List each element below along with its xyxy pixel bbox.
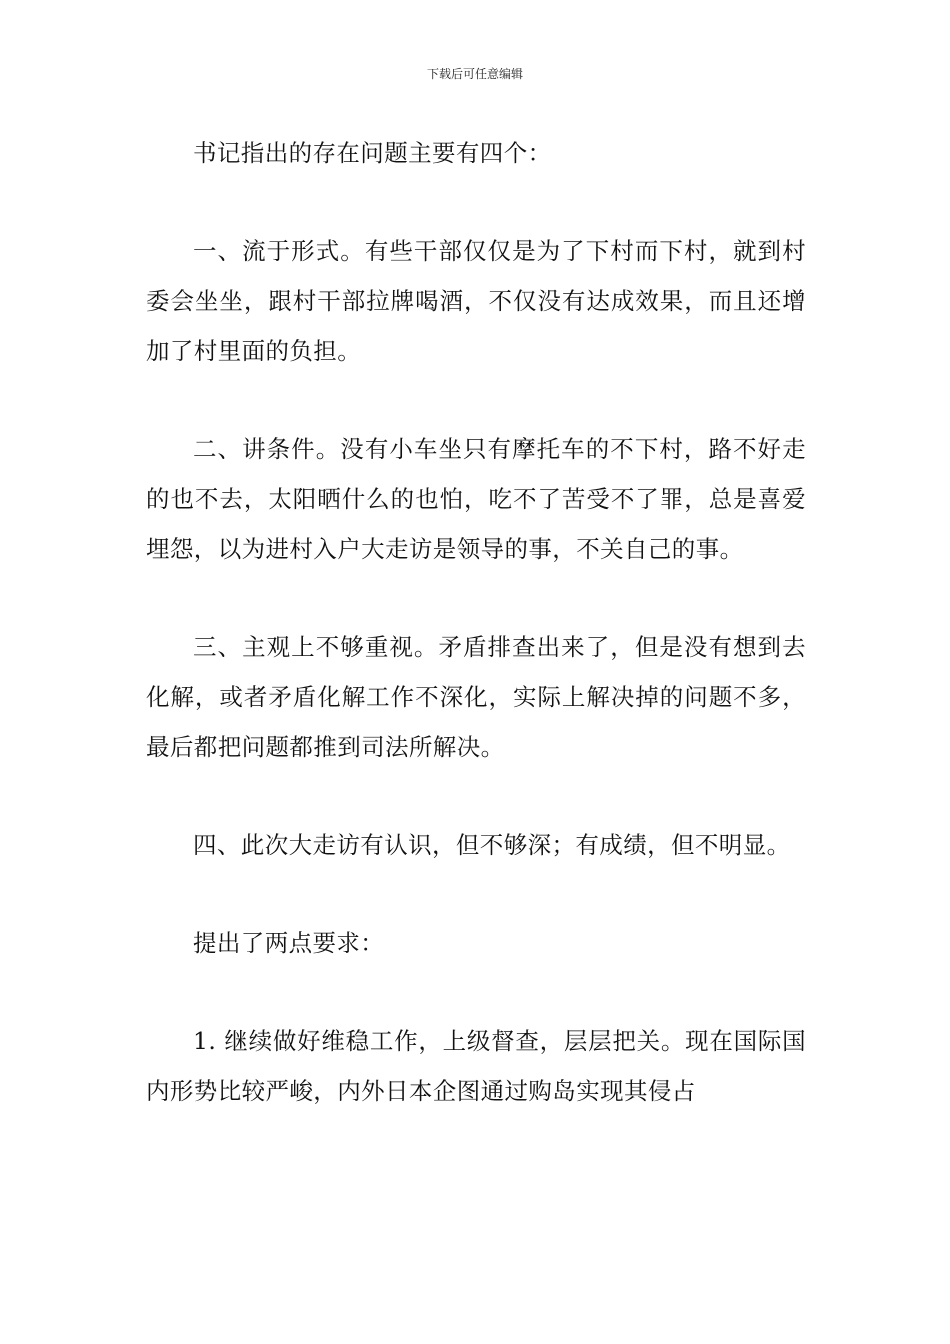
paragraph-issue-2: 二、讲条件。没有小车坐只有摩托车的不下村，路不好走的也不去，太阳晒什么的也怕，吃不了苦受不了罪，总是喜爱埋怨，以为进村入户大走访是领导的事，不关自己的事。 <box>146 435 806 563</box>
paragraph-issue-3: 三、主观上不够重视。矛盾排查出来了，但是没有想到去化解，或者矛盾化解工作不深化，实际上解决掉的问题不多，最后都把问题都推到司法所解决。 <box>146 633 806 761</box>
paragraph-issue-1: 一、流于形式。有些干部仅仅是为了下村而下村，就到村委会坐坐，跟村干部拉牌喝酒，不仅没有达成效果，而且还增加了村里面的负担。 <box>146 237 806 365</box>
page-header-note: 下载后可任意编辑 <box>426 67 523 81</box>
paragraph-requirements-intro: 提出了两点要求： <box>193 929 385 957</box>
paragraph-requirement-1: 1. 继续做好维稳工作，上级督查，层层把关。现在国际国内形势比较严峻，内外日本企图通过购岛实现其侵占 <box>146 1027 806 1105</box>
paragraph-intro: 书记指出的存在问题主要有四个： <box>193 139 552 167</box>
paragraph-issue-4: 四、此次大走访有认识，但不够深；有成绩，但不明显。 <box>193 831 791 859</box>
document-body <box>146 128 806 1116</box>
